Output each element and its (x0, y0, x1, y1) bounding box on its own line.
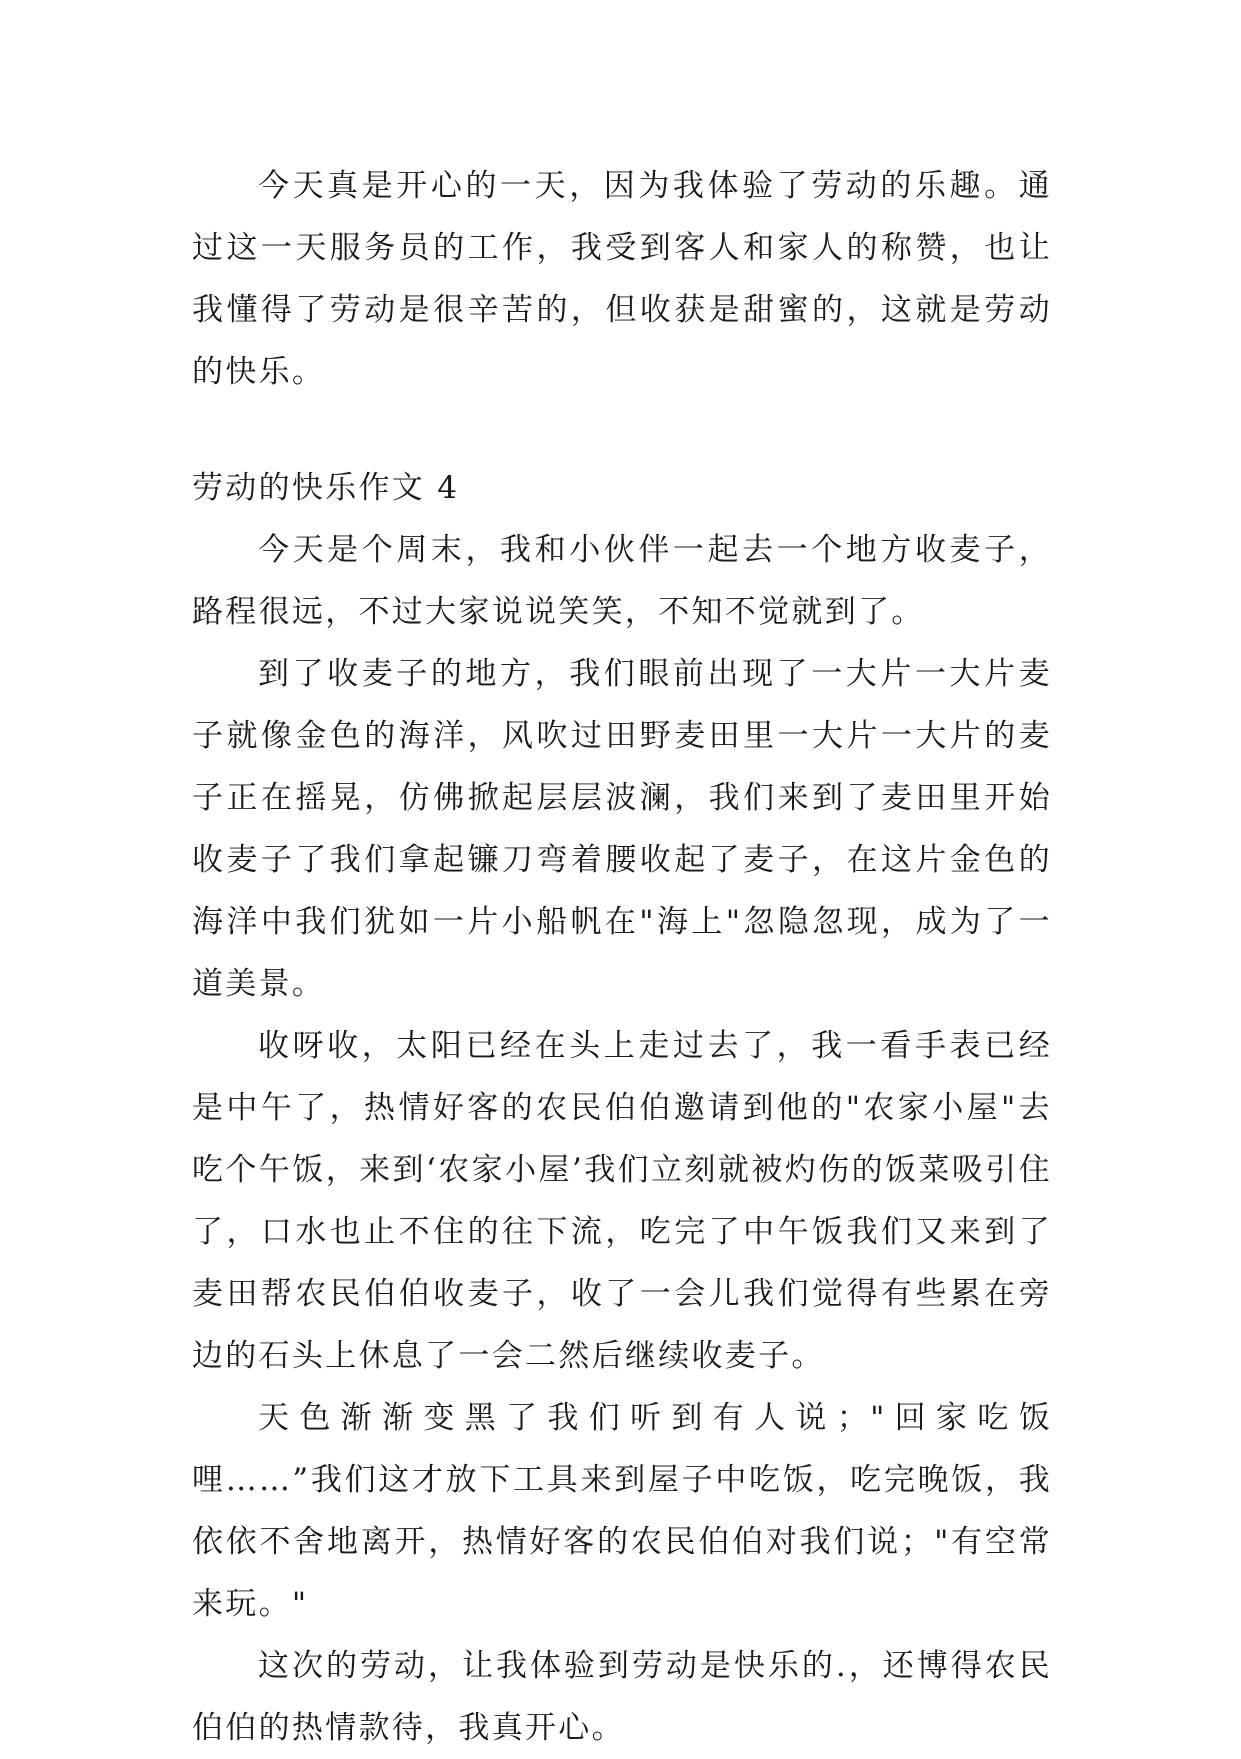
essay-title: 劳动的快乐作文 4 (192, 470, 460, 506)
paragraph-5: 这次的劳动，让我体验到劳动是快乐的.，还博得农民伯伯的热情款待，我真开心。 (192, 1648, 1052, 1746)
document-body (192, 155, 1052, 1759)
paragraph-2: 到了收麦子的地方，我们眼前出现了一大片一大片麦子就像金色的海洋，风吹过田野麦田里一大片一大片的麦子正在摇晃，仿佛掀起层层波澜，我们来到了麦田里开始收麦子了我们拿起镰刀弯着腰收起了麦子，在这片金色的海洋中我们犹如一片小船帆在"海上"忽隐忽现，成为了一道美景。 (192, 656, 1052, 1002)
paragraph-4: 天色渐渐变黑了我们听到有人说；"回家吃饭哩……”我们这才放下工具来到屋子中吃饭，吃完晚饭，我依依不舍地离开，热情好客的农民伯伯对我们说；"有空常来玩。" (192, 1400, 1052, 1622)
paragraph-1: 今天是个周末，我和小伙伴一起去一个地方收麦子，路程很远，不过大家说说笑笑，不知不觉就到了。 (192, 532, 1052, 630)
intro-paragraph: 今天真是开心的一天，因为我体验了劳动的乐趣。通过这一天服务员的工作，我受到客人和家人的称赞，也让我懂得了劳动是很辛苦的，但收获是甜蜜的，这就是劳动的快乐。 (192, 168, 1052, 390)
paragraph-3: 收呀收，太阳已经在头上走过去了，我一看手表已经是中午了，热情好客的农民伯伯邀请到他的"农家小屋"去吃个午饭，来到‘农家小屋’我们立刻就被灼伤的饭菜吸引住了，口水也止不住的往下流，吃完了中午饭我们又来到了麦田帮农民伯伯收麦子，收了一会儿我们觉得有些累在旁边的石头上休息了一会二然后继续收麦子。 (192, 1028, 1052, 1374)
